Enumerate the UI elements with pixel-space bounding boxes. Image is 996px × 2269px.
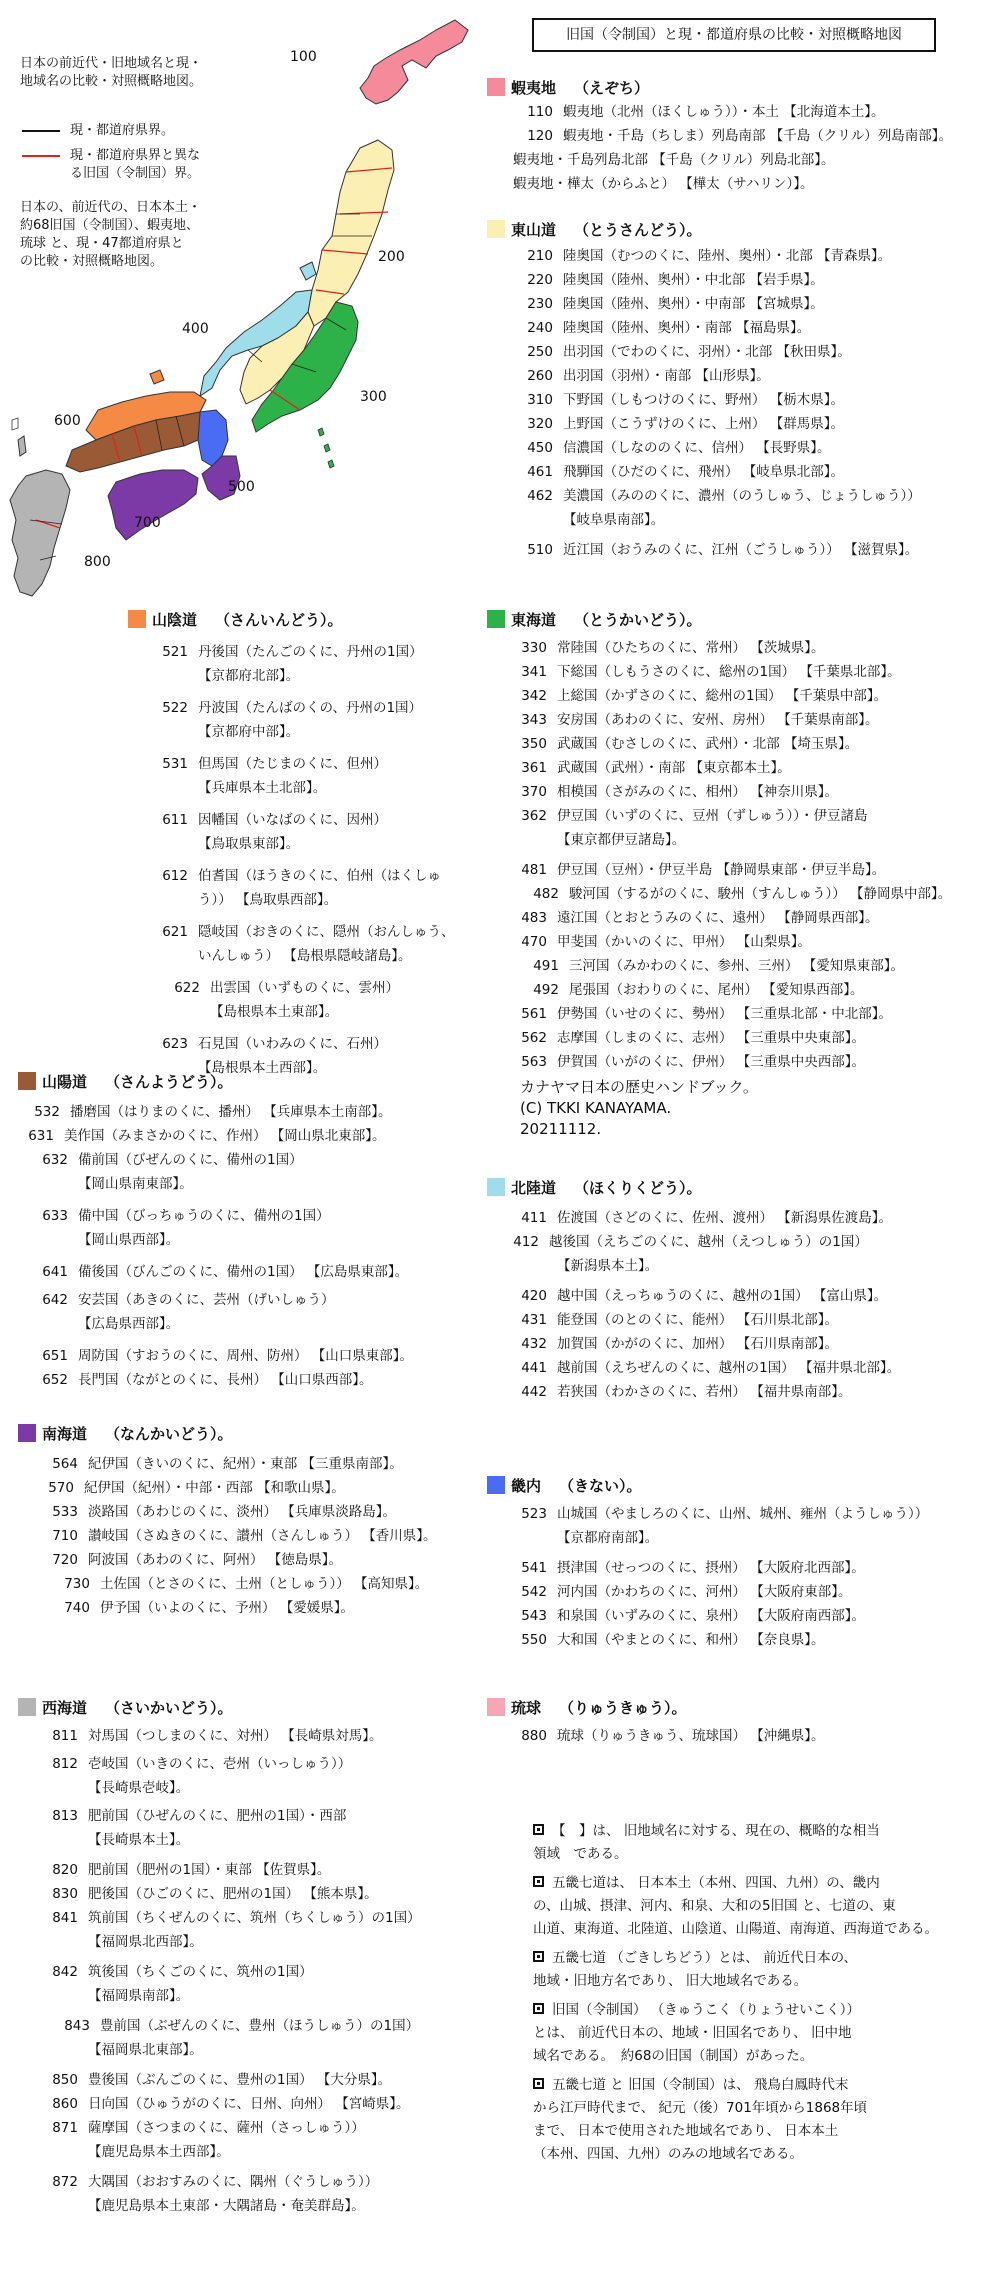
region-tsushima bbox=[18, 436, 26, 456]
list-item: 483 遠江国（とおとうみのくに、遠州） 【静岡県西部】。 bbox=[521, 910, 879, 926]
map-number: 700 bbox=[134, 515, 161, 531]
section-tosando bbox=[487, 218, 921, 562]
section-reading: （えぞち） bbox=[574, 78, 650, 97]
list-item: 230 陸奥国（陸州、奥州）・中南部 【宮城県】。 bbox=[527, 296, 824, 312]
note-text: 【 】は、 旧地域名に対する、現在の、概略的な相当 bbox=[552, 1823, 880, 1839]
region-tosando-north bbox=[308, 140, 394, 326]
list-item: 532 播磨国（はりまのくに、播州） 【兵庫県本土南部】。 bbox=[34, 1104, 392, 1120]
map-description-2: 約68旧国（令制国）、蝦夷地、 bbox=[20, 218, 200, 233]
list-item: 342 上総国（かずさのくに、総州の1国） 【千葉県中部】。 bbox=[521, 688, 888, 704]
list-item: 631 美作国（みまさかのくに、作州） 【岡山県北東部】。 bbox=[28, 1128, 386, 1144]
map-description-1: 日本の、前近代の、日本本土・ bbox=[20, 200, 201, 215]
list-item: 811 対馬国（つしまのくに、対州） 【長崎県対馬】。 bbox=[52, 1728, 383, 1744]
section-hokurikudo bbox=[487, 1176, 900, 1404]
list-item: 330 常陸国（ひたちのくに、常州） 【茨城県】。 bbox=[521, 640, 825, 656]
note-text: 山道、東海道、北陸道、山陰道、山陽道、南海道、西海道である。 bbox=[533, 1921, 938, 1937]
list-item: 361 武蔵国（武州）・南部 【東京都本土】。 bbox=[521, 760, 791, 776]
list-item: 220 陸奥国（陸州、奥州）・中北部 【岩手県】。 bbox=[527, 272, 824, 288]
list-item: 521 丹後国（たんごのくに、丹州の1国） bbox=[162, 644, 423, 660]
color-swatch bbox=[128, 610, 146, 628]
list-item: 842 筑後国（ちくごのくに、筑州の1国） bbox=[52, 1964, 313, 1980]
color-swatch bbox=[18, 1072, 36, 1090]
region-kyushu bbox=[10, 470, 70, 596]
section-name: 東海道 bbox=[511, 610, 557, 629]
list-item: 561 伊勢国（いせのくに、勢州） 【三重県北部・中北部】。 bbox=[521, 1006, 893, 1022]
list-item: 341 下総国（しもうさのくに、総州の1国） 【千葉県北部】。 bbox=[521, 664, 901, 680]
list-item: 543 和泉国（いずみのくに、泉州） 【大阪府南西部】。 bbox=[521, 1608, 866, 1624]
list-item: 431 能登国（のとのくに、能州） 【石川県北部】。 bbox=[521, 1312, 839, 1328]
list-item: 492 尾張国（おわりのくに、尾州） 【愛知県西部】。 bbox=[533, 982, 864, 998]
section-header bbox=[487, 1176, 900, 1198]
list-item: 632 備前国（びぜんのくに、備州の1国） bbox=[42, 1152, 303, 1168]
list-item: う）） 【鳥取県西部】。 bbox=[198, 892, 338, 908]
list-item: 【京都府中部】。 bbox=[198, 724, 300, 740]
list-item: 570 紀伊国（紀州）・中部・西部 【和歌山県】。 bbox=[48, 1480, 345, 1496]
list-item: 【新潟県本土】。 bbox=[557, 1258, 659, 1274]
section-header bbox=[18, 1070, 413, 1092]
list-item: 362 伊豆国（いずのくに、豆州（ずしゅう））・伊豆諸島 bbox=[521, 808, 868, 824]
list-item: 843 豊前国（ぶぜんのくに、豊州（ほうしゅう）の1国） bbox=[64, 2018, 420, 2034]
list-item: 432 加賀国（かがのくに、加州） 【石川県南部】。 bbox=[521, 1336, 839, 1352]
list-item: 550 大和国（やまとのくに、和州） 【奈良県】。 bbox=[521, 1632, 825, 1648]
list-item: 【長崎県壱岐】。 bbox=[88, 1780, 190, 1796]
note-line bbox=[533, 2022, 938, 2045]
japan-map bbox=[0, 0, 470, 610]
list-item: 523 山城国（やましろのくに、山州、城州、雍州（ようしゅう）） bbox=[521, 1506, 929, 1522]
list-item: 370 相模国（さがみのくに、相州） 【神奈川県】。 bbox=[521, 784, 839, 800]
list-item: 642 安芸国（あきのくに、芸州（げいしゅう） bbox=[42, 1292, 335, 1308]
list-item: 蝦夷地・千島列島北部 【千島（クリル）列島北部】。 bbox=[513, 152, 835, 168]
section-reading: （さいかいどう）。 bbox=[105, 1698, 233, 1717]
list-item: 820 肥前国（肥州の1国）・東部 【佐賀県】。 bbox=[52, 1862, 331, 1878]
section-nankaido bbox=[18, 1422, 437, 1620]
section-header bbox=[18, 1422, 437, 1444]
section-name: 蝦夷地 bbox=[511, 78, 557, 97]
section-saikaido bbox=[18, 1696, 421, 2218]
list-item: 621 隠岐国（おきのくに、隠州（おんしゅう、 bbox=[162, 924, 455, 940]
list-item: 461 飛騨国（ひだのくに、飛州） 【岐阜県北部】。 bbox=[527, 464, 845, 480]
list-item: 850 豊後国（ぶんごのくに、豊州の1国） 【大分県】。 bbox=[52, 2072, 392, 2088]
list-item: 622 出雲国（いずものくに、雲州） bbox=[174, 980, 399, 996]
list-item: 【鹿児島県本土東部・大隅諸島・奄美群島】。 bbox=[88, 2198, 365, 2214]
color-swatch bbox=[487, 610, 505, 628]
list-item: 462 美濃国（みののくに、濃州（のうしゅう、じょうしゅう）） bbox=[527, 488, 921, 504]
list-item: 611 因幡国（いなばのくに、因州） bbox=[162, 812, 387, 828]
list-item: 623 石見国（いわみのくに、石州） bbox=[162, 1036, 387, 1052]
section-reading: （さんいんどう）。 bbox=[215, 610, 343, 629]
list-item: 841 筑前国（ちくぜんのくに、筑州（ちくしゅう）の1国） bbox=[52, 1910, 421, 1926]
color-swatch bbox=[487, 78, 505, 96]
color-swatch bbox=[18, 1424, 36, 1442]
page-title: 旧国（令制国）と現・都道府県の比較・対照概略地図 bbox=[532, 18, 936, 52]
note-text: から江戸時代まで、 紀元（後）701年頃から1868年頃 bbox=[533, 2100, 868, 2116]
map-number: 100 bbox=[290, 49, 317, 65]
section-kinai bbox=[487, 1474, 928, 1652]
list-item: 【東京都伊豆諸島】。 bbox=[557, 832, 686, 848]
list-item: 412 越後国（えちごのくに、越州（えつしゅう）の1国） bbox=[513, 1234, 868, 1250]
color-swatch bbox=[487, 220, 505, 238]
list-item: 310 下野国（しもつけのくに、野州） 【栃木県】。 bbox=[527, 392, 845, 408]
note-line bbox=[533, 1918, 938, 1941]
section-sanindo bbox=[128, 608, 455, 1080]
section-reading: （なんかいどう）。 bbox=[105, 1424, 233, 1443]
note-line bbox=[533, 1970, 938, 1993]
list-item: 860 日向国（ひゅうがのくに、日州、向州） 【宮崎県】。 bbox=[52, 2096, 410, 2112]
note-text: 地域・旧地方名であり、 旧大地域名である。 bbox=[533, 1973, 808, 1989]
region-oki bbox=[150, 370, 164, 384]
section-header bbox=[487, 1696, 825, 1718]
section-name: 畿内 bbox=[511, 1476, 542, 1495]
list-item: 411 佐渡国（さどのくに、佐州、渡州） 【新潟県佐渡島】。 bbox=[521, 1210, 893, 1226]
note-text: とは、 前近代日本の、地域・旧国名であり、 旧中地 bbox=[533, 2025, 852, 2041]
list-item: 【福岡県北東部】。 bbox=[88, 2042, 203, 2058]
list-item: 240 陸奥国（陸州、奥州）・南部 【福島県】。 bbox=[527, 320, 811, 336]
note-text: 旧国（令制国） （きゅうこく（りょうせいこく）） bbox=[552, 2002, 861, 2018]
section-sanyodo bbox=[18, 1070, 413, 1392]
list-item: 740 伊予国（いよのくに、予州） 【愛媛県】。 bbox=[64, 1600, 355, 1616]
note-text: 五畿七道は、 日本本土（本州、四国、九州）の、畿内 bbox=[552, 1875, 880, 1891]
section-reading: （さんようどう）。 bbox=[105, 1072, 233, 1091]
section-name: 山陰道 bbox=[152, 610, 198, 629]
list-item: 830 肥後国（ひごのくに、肥州の1国） 【熊本県】。 bbox=[52, 1886, 378, 1902]
section-header bbox=[18, 1696, 421, 1718]
note-line bbox=[533, 2143, 938, 2166]
list-item: 【長崎県本土】。 bbox=[88, 1832, 190, 1848]
note-text: 域名である。 約68の旧国（制国）があった。 bbox=[533, 2048, 814, 2064]
legend-label-old-province-2: る旧国（令制国）界。 bbox=[70, 166, 201, 181]
list-item: 542 河内国（かわちのくに、河州） 【大阪府東部】。 bbox=[521, 1584, 852, 1600]
list-item: 652 長門国（ながとのくに、長州） 【山口県西部】。 bbox=[42, 1372, 373, 1388]
section-name: 西海道 bbox=[42, 1698, 88, 1717]
legend-label-old-province-1: 現・都道府県界と異な bbox=[70, 148, 201, 163]
region-ezo bbox=[360, 20, 468, 104]
list-item: 522 丹波国（たんばのくの、丹州の1国） bbox=[162, 700, 423, 716]
list-item: 【鹿児島県本土西部】。 bbox=[88, 2144, 230, 2160]
list-item: 110 蝦夷地（北州（ほくしゅう））・本土 【北海道本土】。 bbox=[527, 104, 885, 120]
list-item: 491 三河国（みかわのくに、参州、三州） 【愛知県東部】。 bbox=[533, 958, 905, 974]
legend-label-prefecture: 現・都道府県界。 bbox=[70, 123, 175, 138]
list-item: 564 紀伊国（きいのくに、紀州）・東部 【三重県南部】。 bbox=[52, 1456, 403, 1472]
list-item: 531 但馬国（たじまのくに、但州） bbox=[162, 756, 387, 772]
list-item: 533 淡路国（あわじのくに、淡州） 【兵庫県淡路島】。 bbox=[52, 1504, 397, 1520]
section-reading: （とうさんどう）。 bbox=[574, 220, 702, 239]
note-text: 領域 である。 bbox=[533, 1846, 628, 1862]
list-item: 510 近江国（おうみのくに、江州（ごうしゅう）） 【滋賀県】。 bbox=[527, 542, 919, 558]
list-item: 420 越中国（えっちゅうのくに、越州の1国） 【富山県】。 bbox=[521, 1288, 888, 1304]
list-item: 482 駿河国（するがのくに、駿州（すんしゅう）） 【静岡県中部】。 bbox=[533, 886, 952, 902]
map-description-3: 琉球 と、現・47都道府県と bbox=[20, 236, 184, 251]
list-item: 【兵庫県本土北部】。 bbox=[198, 780, 327, 796]
list-item: 【岡山県西部】。 bbox=[78, 1232, 180, 1248]
list-item: 442 若狭国（わかさのくに、若州） 【福井県南部】。 bbox=[521, 1384, 852, 1400]
section-reading: （きない）。 bbox=[559, 1476, 642, 1495]
note-line bbox=[533, 1843, 938, 1866]
list-item: 260 出羽国（羽州）・南部 【山形県】。 bbox=[527, 368, 770, 384]
list-item: 641 備後国（びんごのくに、備州の1国） 【広島県東部】。 bbox=[42, 1264, 409, 1280]
section-header bbox=[487, 1474, 928, 1496]
map-caption-line2: 地域名の比較・対照概略地図。 bbox=[20, 74, 203, 89]
list-item: 813 肥前国（ひぜんのくに、肥州の1国）・西部 bbox=[52, 1808, 347, 1824]
color-swatch bbox=[487, 1178, 505, 1196]
map-number: 800 bbox=[84, 554, 111, 570]
note-line bbox=[533, 2120, 938, 2143]
list-item: 【京都府北部】。 bbox=[198, 668, 300, 684]
map-number: 200 bbox=[378, 249, 405, 265]
list-item: 720 阿波国（あわのくに、阿州） 【徳島県】。 bbox=[52, 1552, 343, 1568]
list-item: 【福岡県北西部】。 bbox=[88, 1934, 203, 1950]
map-number: 400 bbox=[182, 321, 209, 337]
map-number: 500 bbox=[228, 479, 255, 495]
color-swatch bbox=[487, 1698, 505, 1716]
list-item: 880 琉球（りゅうきゅう、琉球国） 【沖縄県】。 bbox=[521, 1728, 825, 1744]
list-item: いんしゅう） 【島根県隠岐諸島】。 bbox=[198, 948, 412, 964]
note-line bbox=[533, 2074, 938, 2097]
notes-block bbox=[533, 1820, 938, 2166]
note-text: まで、 日本で使用された地域名であり、 日本本土 bbox=[533, 2123, 839, 2139]
list-item: 210 陸奥国（むつのくに、陸州、奥州）・北部 【青森県】。 bbox=[527, 248, 892, 264]
section-header bbox=[487, 76, 952, 98]
section-header bbox=[128, 608, 455, 630]
note-line bbox=[533, 1820, 938, 1843]
bullet-box-icon bbox=[533, 1876, 544, 1887]
section-name: 北陸道 bbox=[511, 1178, 557, 1197]
list-item: 710 讃岐国（さぬきのくに、讃州（さんしゅう） 【香川県】。 bbox=[52, 1528, 437, 1544]
list-item: 320 上野国（こうずけのくに、上州） 【群馬県】。 bbox=[527, 416, 845, 432]
section-ezo bbox=[487, 76, 952, 196]
color-swatch bbox=[487, 1476, 505, 1494]
map-number: 600 bbox=[54, 413, 81, 429]
section-reading: （りゅうきゅう）。 bbox=[559, 1698, 687, 1717]
list-item: 120 蝦夷地・千島（ちしま）列島南部 【千島（クリル）列島南部】。 bbox=[527, 128, 953, 144]
region-sado bbox=[300, 262, 316, 280]
list-item: 【岐阜県南部】。 bbox=[563, 512, 665, 528]
list-item: 730 土佐国（とさのくに、土州（としゅう）） 【高知県】。 bbox=[64, 1576, 429, 1592]
note-line bbox=[533, 2097, 938, 2120]
list-item: 563 伊賀国（いがのくに、伊州） 【三重県中央西部】。 bbox=[521, 1054, 866, 1070]
section-header bbox=[487, 608, 951, 630]
list-item: 【福岡県南部】。 bbox=[88, 1988, 190, 2004]
note-text: 五畿七道 （ごきしちどう）とは、 前近代日本の、 bbox=[552, 1950, 858, 1966]
note-line bbox=[533, 1872, 938, 1895]
section-name: 東山道 bbox=[511, 220, 557, 239]
section-name: 南海道 bbox=[42, 1424, 88, 1443]
list-item: 470 甲斐国（かいのくに、甲州） 【山梨県】。 bbox=[521, 934, 812, 950]
note-text: の、山城、摂津、河内、和泉、大和の5旧国 と、七道の、東 bbox=[533, 1898, 896, 1914]
list-item: 【島根県本土東部】。 bbox=[210, 1004, 339, 1020]
list-item: 【岡山県南東部】。 bbox=[78, 1176, 193, 1192]
note-line bbox=[533, 2045, 938, 2068]
section-header bbox=[487, 218, 921, 240]
list-item: 350 武蔵国（むさしのくに、武州）・北部 【埼玉県】。 bbox=[521, 736, 859, 752]
list-item: 651 周防国（すおうのくに、周州、防州） 【山口県東部】。 bbox=[42, 1348, 414, 1364]
credit: カナヤマ日本の歴史ハンドブック。 (C) TKKI KANAYAMA. 20211112. bbox=[520, 1078, 758, 1138]
section-ryukyu bbox=[487, 1696, 825, 1748]
section-name: 山陽道 bbox=[42, 1072, 88, 1091]
list-item: 【広島県西部】。 bbox=[78, 1316, 180, 1332]
map-number: 300 bbox=[360, 389, 387, 405]
list-item: 【鳥取県東部】。 bbox=[198, 836, 300, 852]
section-tokaido bbox=[487, 608, 951, 1074]
list-item: 541 摂津国（せっつのくに、摂州） 【大阪府北西部】。 bbox=[521, 1560, 865, 1576]
note-line bbox=[533, 1895, 938, 1918]
bullet-box-icon bbox=[533, 1824, 544, 1835]
section-reading: （とうかいどう）。 bbox=[574, 610, 702, 629]
list-item: 871 薩摩国（さつまのくに、薩州（さっしゅう）） bbox=[52, 2120, 365, 2136]
section-reading: （ほくりくどう）。 bbox=[574, 1178, 702, 1197]
legend-swatch-old-province bbox=[22, 155, 60, 157]
list-item: 450 信濃国（しなののくに、信州） 【長野県】。 bbox=[527, 440, 831, 456]
section-name: 琉球 bbox=[511, 1698, 542, 1717]
list-item: 【島根県本土西部】。 bbox=[198, 1060, 327, 1076]
legend-swatch-prefecture bbox=[22, 130, 60, 132]
note-line bbox=[533, 1999, 938, 2022]
list-item: 872 大隅国（おおすみのくに、隅州（ぐうしゅう）） bbox=[52, 2174, 379, 2190]
list-item: 562 志摩国（しまのくに、志州） 【三重県中央東部】。 bbox=[521, 1030, 866, 1046]
list-item: 812 壱岐国（いきのくに、壱州（いっしゅう）） bbox=[52, 1756, 352, 1772]
list-item: 蝦夷地・樺太（からふと） 【樺太（サハリン）】。 bbox=[513, 176, 814, 192]
list-item: 250 出羽国（でわのくに、羽州）・北部 【秋田県】。 bbox=[527, 344, 851, 360]
color-swatch bbox=[18, 1698, 36, 1716]
map-caption-line1: 日本の前近代・旧地域名と現・ bbox=[20, 56, 203, 71]
note-line bbox=[533, 1947, 938, 1970]
list-item: 441 越前国（えちぜんのくに、越州の1国） 【福井県北部】。 bbox=[521, 1360, 901, 1376]
bullet-box-icon bbox=[533, 2078, 544, 2089]
list-item: 612 伯耆国（ほうきのくに、伯州（はくしゅ bbox=[162, 868, 441, 884]
bullet-box-icon bbox=[533, 1951, 544, 1962]
list-item: 633 備中国（びっちゅうのくに、備州の1国） bbox=[42, 1208, 330, 1224]
bullet-box-icon bbox=[533, 2003, 544, 2014]
map-description-4: の比較・対照概略地図。 bbox=[20, 254, 164, 269]
note-text: （本州、四国、九州）のみの地域名である。 bbox=[533, 2146, 803, 2162]
list-item: 343 安房国（あわのくに、安州、房州） 【千葉県南部】。 bbox=[521, 712, 879, 728]
list-item: 481 伊豆国（豆州）・伊豆半島 【静岡県東部・伊豆半島】。 bbox=[521, 862, 886, 878]
list-item: 【京都府南部】。 bbox=[557, 1530, 659, 1546]
note-text: 五畿七道 と 旧国（令制国）は、 飛鳥白鳳時代末 bbox=[552, 2077, 849, 2093]
